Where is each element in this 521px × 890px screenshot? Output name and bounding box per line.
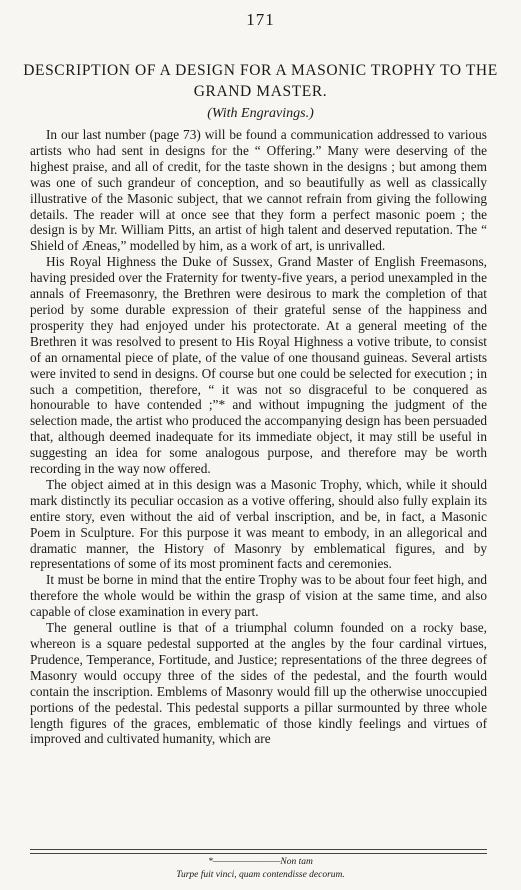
- paragraph: In our last number (page 73) will be found a communication addressed to various artists who had sent in designs for the “ Offering.” Many were deserving of the highest praise, and all of credit, for the taste shown in the designs ; but among them was one of such grandeur of conception, and so beautifully as well as classically illustrative of the Masonic subject, that we cannot refrain from giving the following details. The reader will at once see that they form a perfect masonic poem ; the design is by Mr. William Pitts, an artist of high talent and deserved reputation. The “ Shield of Æneas,” modelled by him, as a work of art, is unrivalled.: [30, 127, 487, 254]
- article-subtitle: (With Engravings.): [207, 106, 314, 121]
- paragraph: The general outline is that of a triumphal column founded on a rocky base, whereon is a square pedestal supported at the angles by the four cardinal virtues, Prudence, Temperance, Fortitude, and Justice; representations of the three degrees of Masonry would occupy three of the sides of the pedestal, and the fourth would contain the inscription. Emblems of Masonry would fill up the otherwise unoccupied portions of the pedestal. This pedestal supports a pillar surmounted by three whole length figures of the graces, emblematic of those kindly feelings and virtues of improved and cultivated humanity, which are: [30, 620, 487, 747]
- article-body: [30, 127, 487, 747]
- footnote-divider: [30, 849, 487, 850]
- page-number: 171: [246, 10, 275, 29]
- article-title: DESCRIPTION OF A DESIGN FOR A MASONIC TROPHY TO THE GRAND MASTER.: [23, 62, 498, 100]
- footnote-divider: [30, 853, 487, 854]
- footnote-line: *————————Non tam: [208, 857, 313, 867]
- paragraph: It must be borne in mind that the entire Trophy was to be about four feet high, and therefore the whole would be within the grasp of vision at the same time, and also capable of close examination in every part.: [30, 572, 487, 620]
- paragraph: His Royal Highness the Duke of Sussex, Grand Master of English Freemasons, having presided over the Fraternity for twenty-five years, a period unexampled in the annals of Freemasonry, the Brethren were desirous to mark the completion of that period by some durable expression of their grateful sense of the happiness and prosperity they had enjoyed under his protectorate. At a general meeting of the Brethren it was resolved to present to His Royal Highness a votive tribute, to consist of an ornamental piece of plate, of the value of one thousand guineas. Several artists were invited to send in designs. Of course but one could be selected for execution ; in such a competition, therefore, “ it was not so disgraceful to be conquered as honourable to have contended ;”* and without impugning the judgment of the selection made, the artist who produced the accompanying design has been persuaded that, although deemed inadequate for its immediate object, it may still be useful in suggesting an idea for some analogous purpose, and therefore may be worth recording in the way now offered.: [30, 254, 487, 477]
- footnote-line: Turpe fuit vinci, quam contendisse decorum.: [176, 870, 345, 880]
- paragraph: The object aimed at in this design was a Masonic Trophy, which, while it should mark distinctly its peculiar occasion as a votive offering, should also fully explain its entire story, even without the aid of verbal inscription, and be, in fact, a Masonic Poem in Sculpture. For this purpose it was meant to embody, in an allegorical and dramatic manner, the History of Masonry by emblematical figures, and by representations of some of its most prominent facts and ceremonies.: [30, 476, 487, 572]
